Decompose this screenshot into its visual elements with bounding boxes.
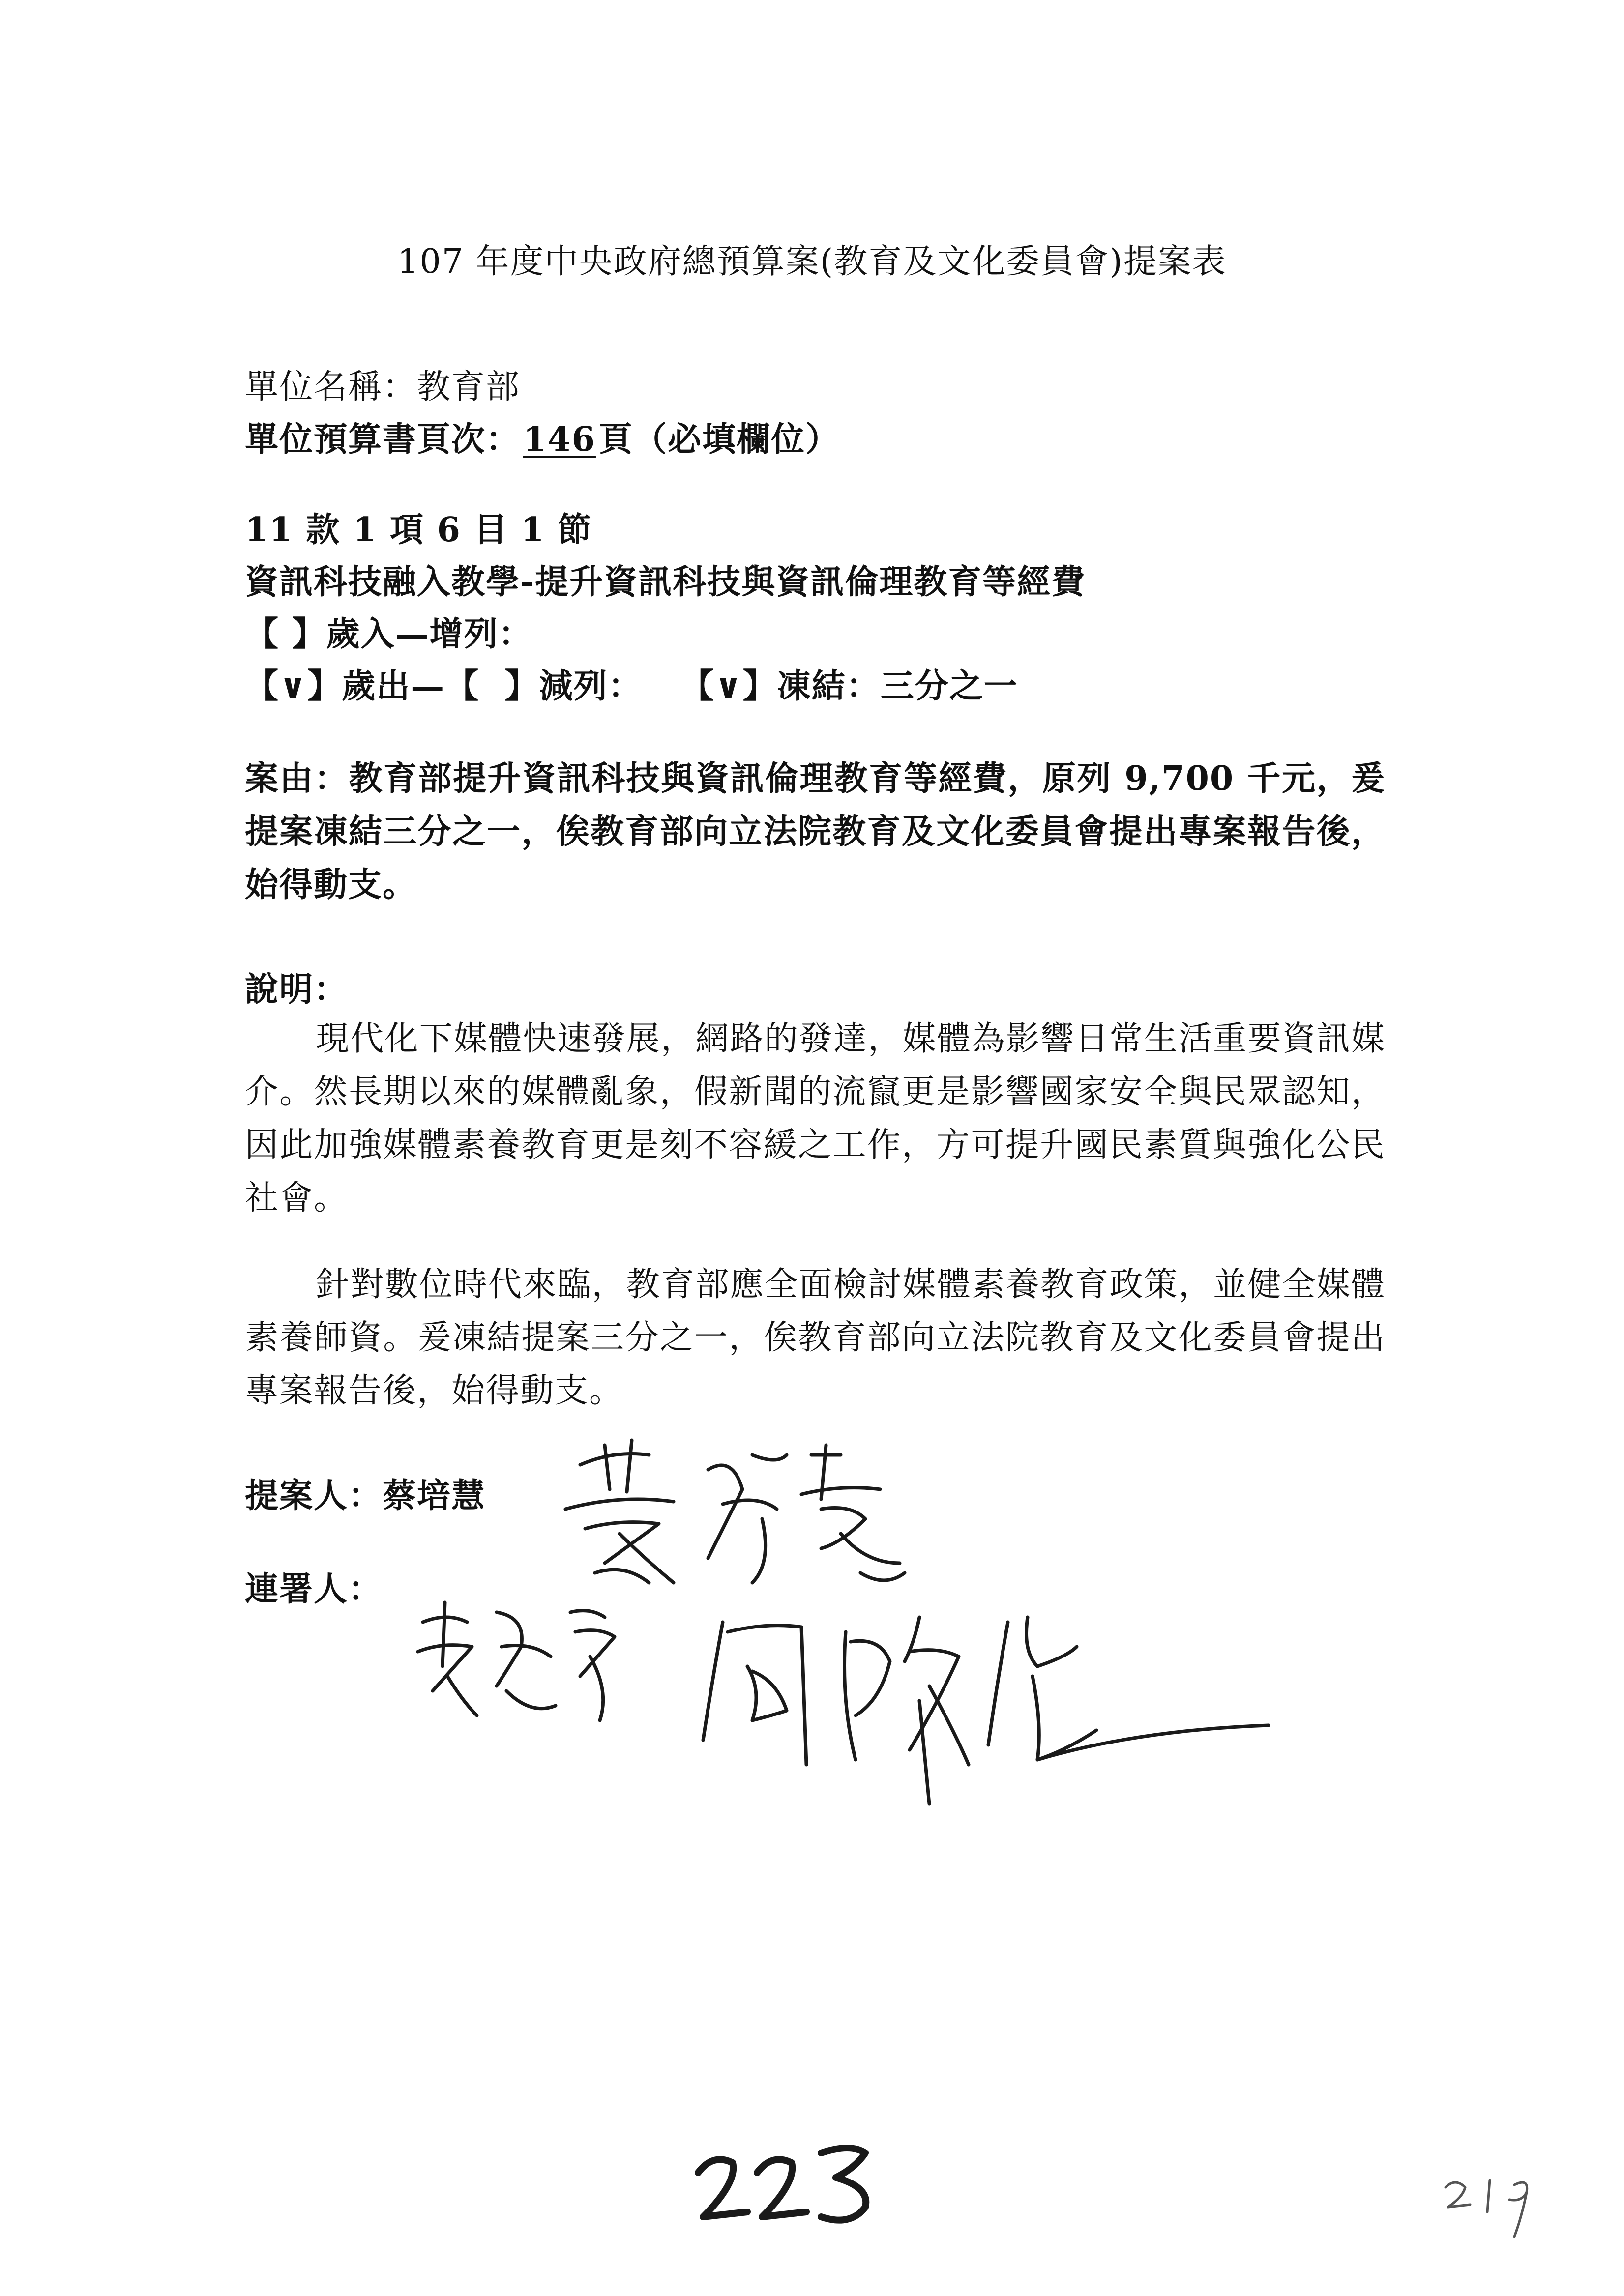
budget-page-line	[245, 413, 1386, 465]
handwritten-page-number	[688, 2133, 885, 2232]
proposer-signature	[546, 1435, 919, 1598]
budget-page-label: 單位預算書頁次：	[245, 420, 521, 459]
proposer-line: 提案人：蔡培慧	[245, 1476, 486, 1515]
corner-page-mark	[1436, 2168, 1544, 2241]
expense-line: 【∨】歲出—【 】減列： 【∨】凍結：三分之一	[245, 667, 1018, 706]
unit-name-line	[245, 361, 1386, 413]
unit-name-value: 教育部	[417, 368, 521, 407]
cosigner-signature-2	[693, 1602, 1273, 1809]
unit-name-label: 單位名稱：	[245, 368, 417, 407]
explanation-paragraph-2: 針對數位時代來臨，教育部應全面檢討媒體素養教育政策，並健全媒體素養師資。爰凍結提案三分之一，俟教育部向立法院教育及文化委員會提出專案報告後，始得動支。	[245, 1265, 1386, 1410]
explanation-label: 說明：	[245, 970, 349, 1009]
revenue-line: 【 】歲入—增列：	[245, 614, 533, 654]
budget-page-number: 146	[523, 420, 596, 459]
budget-page-suffix: 頁（必填欄位）	[598, 420, 840, 459]
explanation-paragraph-1: 現代化下媒體快速發展，網路的發達，媒體為影響日常生活重要資訊媒介。然長期以來的媒體亂象，假新聞的流竄更是影響國家安全與民眾認知，因此加強媒體素養教育更是刻不容緩之工作，方可提升國民素質與強化公民社會。	[245, 1019, 1386, 1218]
section-code: 11 款 1 項 6 目 1 節	[245, 510, 592, 550]
cosigner-label: 連署人：	[245, 1569, 383, 1609]
document-title: 107 年度中央政府總預算案(教育及文化委員會)提案表	[397, 242, 1227, 281]
case-paragraph: 案由：教育部提升資訊科技與資訊倫理教育等經費，原列 9,700 千元，爰提案凍結三分之一，俟教育部向立法院教育及文化委員會提出專案報告後，始得動支。	[245, 759, 1386, 904]
budget-item-block	[245, 504, 1386, 712]
header-info	[245, 361, 1386, 465]
cosigner-signature-1	[403, 1593, 629, 1740]
budget-item-name: 資訊科技融入教學-提升資訊科技與資訊倫理教育等經費	[245, 562, 1086, 602]
